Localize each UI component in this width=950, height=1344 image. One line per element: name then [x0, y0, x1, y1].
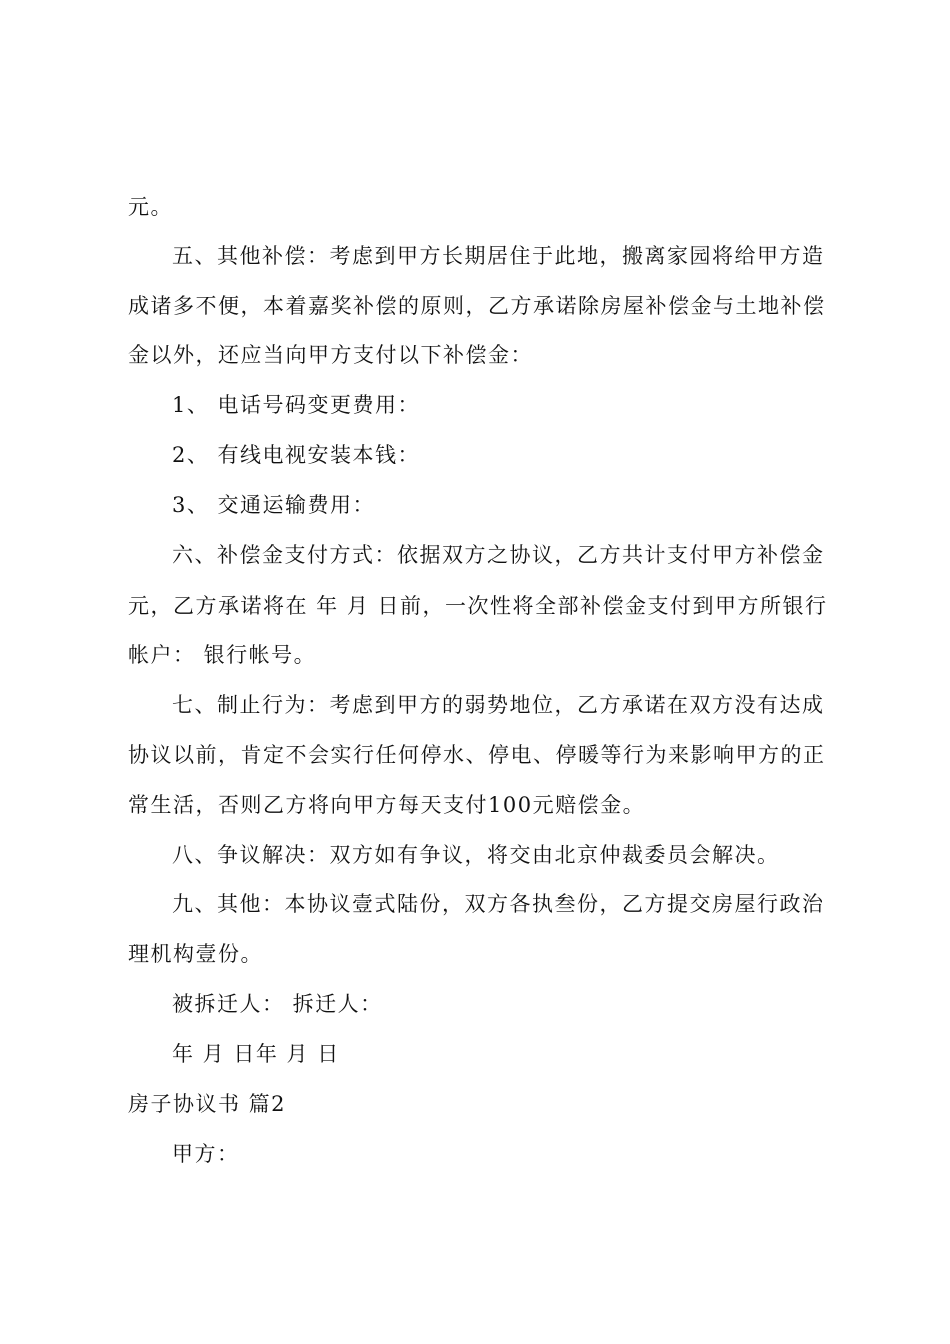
paragraph-7-line-3: 常生活，否则乙方将向甲方每天支付100元赔偿金。 [128, 793, 646, 817]
list-item-1: 1、 电话号码变更费用： [172, 393, 421, 417]
paragraph-5-line-3: 金以外，还应当向甲方支付以下补偿金： [128, 343, 533, 367]
signature-labels: 被拆迁人： 拆迁人： [172, 992, 383, 1016]
paragraph-7-line-1: 七、制止行为：考虑到甲方的弱势地位，乙方承诺在双方没有达成 [172, 693, 825, 717]
paragraph-8: 八、争议解决：双方如有争议，将交由北京仲裁委员会解决。 [172, 843, 780, 867]
paragraph-9-line-1: 九、其他：本协议壹式陆份，双方各执叁份，乙方提交房屋行政治 [172, 892, 825, 916]
list-item-3: 3、 交通运输费用： [172, 493, 376, 517]
text-line: 元。 [128, 195, 173, 219]
party-a-label: 甲方： [172, 1142, 240, 1166]
paragraph-6-line-2: 元，乙方承诺将在 年 月 日前，一次性将全部补偿金支付到甲方所银行 [128, 594, 828, 618]
signature-dates: 年 月 日年 月 日 [172, 1042, 340, 1066]
paragraph-6-line-3: 帐户： 银行帐号。 [128, 643, 317, 667]
paragraph-5-line-2: 成诸多不便，本着嘉奖补偿的原则，乙方承诺除房屋补偿金与土地补偿 [128, 294, 826, 318]
paragraph-6-line-1: 六、补偿金支付方式：依据双方之协议，乙方共计支付甲方补偿金 [172, 543, 825, 567]
paragraph-9-line-2: 理机构壹份。 [128, 942, 263, 966]
list-item-2: 2、 有线电视安装本钱： [172, 443, 421, 467]
paragraph-7-line-2: 协议以前，肯定不会实行任何停水、停电、停暖等行为来影响甲方的正 [128, 743, 826, 767]
paragraph-5-line-1: 五、其他补偿：考虑到甲方长期居住于此地，搬离家园将给甲方造 [172, 244, 825, 268]
section-heading: 房子协议书 篇2 [128, 1092, 287, 1116]
